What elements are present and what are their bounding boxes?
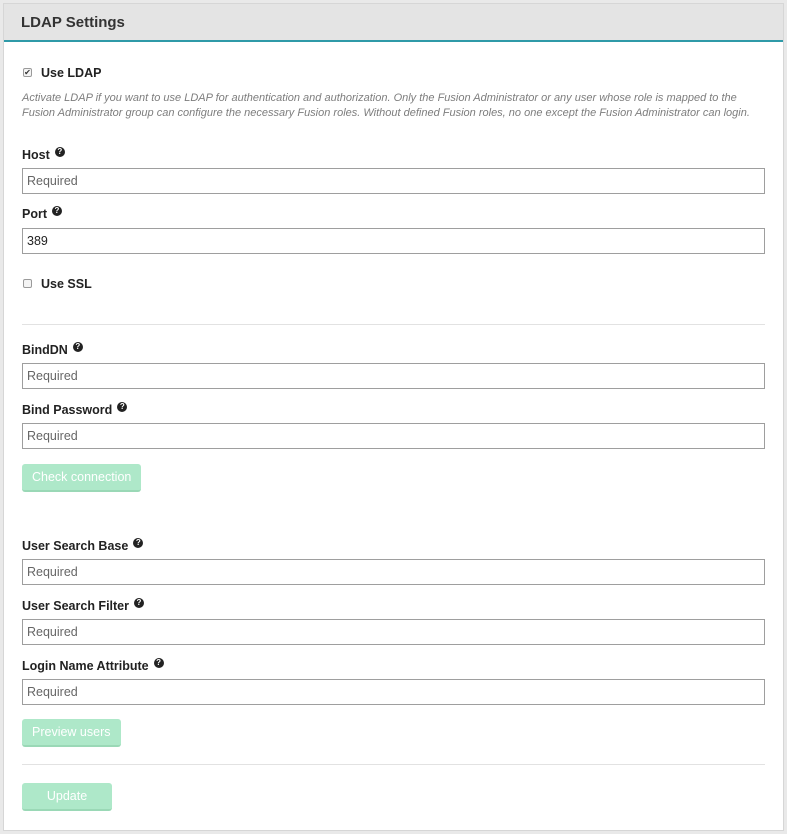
checkmark-icon: ✔	[24, 67, 31, 77]
question-icon[interactable]: ?	[154, 658, 164, 668]
section-divider	[22, 324, 765, 325]
user-search-filter-label	[22, 599, 144, 613]
login-name-attribute-label	[22, 659, 164, 673]
binddn-label-text: BindDN	[22, 343, 68, 357]
host-input[interactable]	[22, 168, 765, 194]
host-label	[22, 148, 65, 162]
login-name-attribute-input[interactable]	[22, 679, 765, 705]
use-ldap-checkbox[interactable]	[23, 68, 32, 77]
update-button[interactable]: Update	[22, 783, 112, 811]
binddn-label	[22, 343, 83, 357]
bind-password-input[interactable]	[22, 423, 765, 449]
use-ssl-checkbox[interactable]	[23, 279, 32, 288]
port-label	[22, 207, 62, 221]
port-label-text: Port	[22, 207, 47, 221]
binddn-input[interactable]	[22, 363, 765, 389]
user-search-base-label-text: User Search Base	[22, 539, 129, 553]
question-icon[interactable]: ?	[73, 342, 83, 352]
panel-header	[4, 4, 783, 42]
question-icon[interactable]: ?	[52, 206, 62, 216]
question-icon[interactable]: ?	[55, 147, 65, 157]
user-search-filter-input[interactable]	[22, 619, 765, 645]
user-search-base-input[interactable]	[22, 559, 765, 585]
login-name-attribute-label-text: Login Name Attribute	[22, 659, 149, 673]
bind-password-label-text: Bind Password	[22, 403, 113, 417]
question-icon[interactable]: ?	[134, 598, 144, 608]
use-ssl-label: Use SSL	[41, 277, 92, 291]
ldap-settings-panel	[3, 3, 784, 831]
footer-divider	[22, 764, 765, 765]
question-icon[interactable]: ?	[133, 538, 143, 548]
check-connection-button[interactable]: Check connection	[22, 464, 141, 492]
host-label-text: Host	[22, 148, 50, 162]
use-ldap-label: Use LDAP	[41, 66, 102, 80]
bind-password-label	[22, 403, 127, 417]
preview-users-button[interactable]: Preview users	[22, 719, 121, 747]
port-input[interactable]	[22, 228, 765, 254]
user-search-base-label	[22, 539, 143, 553]
use-ldap-help-text: Activate LDAP if you want to use LDAP for authentication and authorization. Only the Fusion Administrator or any user whose role is mapped to the Fusion Administrator group can configure the necessary Fusion roles. Without defined Fusion roles, no one except the Fusion Administrator can login.	[22, 92, 750, 119]
user-search-filter-label-text: User Search Filter	[22, 599, 129, 613]
panel-title: LDAP Settings	[21, 13, 125, 31]
question-icon[interactable]: ?	[117, 402, 127, 412]
